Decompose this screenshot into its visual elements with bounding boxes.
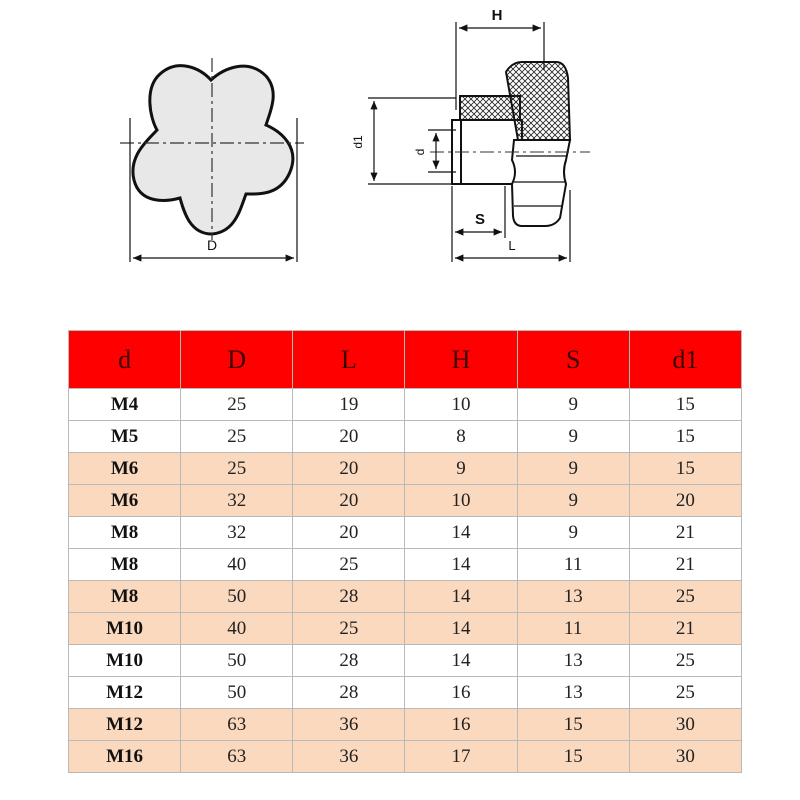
cell-S: 9 [517,421,629,453]
cell-d: M6 [69,485,181,517]
cell-L: 20 [293,517,405,549]
cell-H: 10 [405,389,517,421]
cell-d: M12 [69,709,181,741]
cell-d1: 15 [629,389,741,421]
table-row [69,581,742,613]
dimension-table [68,330,742,773]
cell-L: 20 [293,485,405,517]
table-row [69,677,742,709]
star-knob-outline [133,66,293,234]
dim-label-H: H [491,7,503,24]
cell-D: 40 [181,613,293,645]
cell-d1: 20 [629,485,741,517]
table-row [69,485,742,517]
cell-d1: 21 [629,517,741,549]
cell-D: 25 [181,453,293,485]
cell-d: M6 [69,453,181,485]
cell-L: 36 [293,741,405,773]
knob-body-knurled [506,62,570,140]
cell-S: 9 [517,485,629,517]
table-row [69,709,742,741]
table-row [69,453,742,485]
cell-S: 15 [517,709,629,741]
cell-d: M10 [69,613,181,645]
cell-H: 10 [405,485,517,517]
cell-D: 50 [181,581,293,613]
cell-d: M12 [69,677,181,709]
dim-label-L: L [508,238,516,253]
table-row [69,421,742,453]
cell-S: 11 [517,549,629,581]
side-view [351,7,590,262]
cell-d: M4 [69,389,181,421]
table-row [69,517,742,549]
cell-S: 11 [517,613,629,645]
dim-label-S: S [474,211,486,228]
cell-H: 9 [405,453,517,485]
cell-d1: 21 [629,613,741,645]
cell-d1: 30 [629,741,741,773]
cell-S: 9 [517,389,629,421]
dim-label-d: d [413,148,427,156]
cell-L: 28 [293,677,405,709]
table-row [69,645,742,677]
cell-d1: 15 [629,453,741,485]
front-view [120,58,304,262]
cell-d: M10 [69,645,181,677]
cell-S: 15 [517,741,629,773]
cell-d: M8 [69,581,181,613]
cell-D: 50 [181,677,293,709]
cell-d: M5 [69,421,181,453]
cell-H: 17 [405,741,517,773]
cell-L: 36 [293,709,405,741]
table-body [69,389,742,773]
cell-d: M8 [69,549,181,581]
cell-D: 63 [181,741,293,773]
dim-label-D: D [206,237,218,253]
column-header-D: D [181,331,293,389]
cell-d1: 21 [629,549,741,581]
cell-H: 14 [405,549,517,581]
cell-d: M8 [69,517,181,549]
cell-H: 14 [405,517,517,549]
cell-d1: 25 [629,677,741,709]
technical-drawing [0,0,800,300]
column-header-L: L [293,331,405,389]
cell-D: 25 [181,389,293,421]
column-header-d: d [69,331,181,389]
cell-H: 16 [405,677,517,709]
column-header-S: S [517,331,629,389]
cell-D: 63 [181,709,293,741]
cell-H: 8 [405,421,517,453]
knob-body-lobe [512,140,570,226]
cell-L: 20 [293,453,405,485]
cell-L: 19 [293,389,405,421]
cell-L: 28 [293,581,405,613]
cell-L: 25 [293,613,405,645]
cell-H: 14 [405,645,517,677]
column-header-d1: d1 [629,331,741,389]
cell-H: 16 [405,709,517,741]
cell-H: 14 [405,613,517,645]
cell-L: 20 [293,421,405,453]
table-row [69,549,742,581]
cell-S: 13 [517,581,629,613]
cell-L: 28 [293,645,405,677]
cell-H: 14 [405,581,517,613]
dim-label-d1: d1 [351,135,365,149]
cell-d: M16 [69,741,181,773]
cell-d1: 25 [629,581,741,613]
cell-d1: 25 [629,645,741,677]
column-header-H: H [405,331,517,389]
cell-D: 50 [181,645,293,677]
cell-d1: 15 [629,421,741,453]
table-row [69,389,742,421]
table-row [69,741,742,773]
table-header-row [69,331,742,389]
table-row [69,613,742,645]
cell-D: 32 [181,517,293,549]
cell-D: 32 [181,485,293,517]
cell-S: 9 [517,517,629,549]
cell-S: 13 [517,677,629,709]
cell-S: 13 [517,645,629,677]
cell-D: 25 [181,421,293,453]
cell-S: 9 [517,453,629,485]
cell-D: 40 [181,549,293,581]
cell-d1: 30 [629,709,741,741]
cell-L: 25 [293,549,405,581]
